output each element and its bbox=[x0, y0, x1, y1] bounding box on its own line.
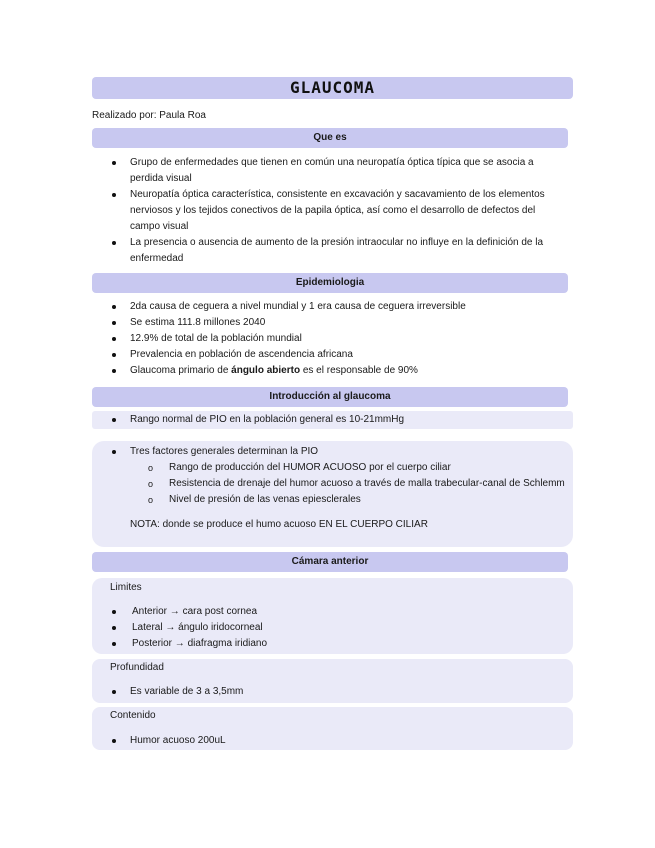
list-item: 2da causa de ceguera a nivel mundial y 1 era causa de ceguera irreversible bbox=[92, 299, 568, 315]
document-title: GLAUCOMA bbox=[92, 77, 573, 99]
section-heading-que-es: Que es bbox=[92, 128, 568, 148]
limites-box bbox=[92, 578, 573, 654]
section-heading-introduccion: Introducción al glaucoma bbox=[92, 387, 568, 407]
contenido-title: Contenido bbox=[110, 710, 156, 721]
profundidad-title: Profundidad bbox=[110, 662, 164, 673]
list-item: Neuropatía óptica característica, consistente en excavación y sacavamiento de los elementos nerviosos y los tejidos conectivos de la papila óptica, así como el desarrollo de defectos del campo visual bbox=[92, 187, 568, 235]
epidemiologia-list bbox=[92, 299, 568, 379]
list-item: Rango normal de PIO en la población general es 10-21mmHg bbox=[92, 412, 573, 428]
list-item-text: es el responsable de 90% bbox=[300, 365, 418, 376]
list-item: Tres factores generales determinan la PIO bbox=[92, 444, 573, 460]
list-item: Posterior → diafragma iridiano bbox=[92, 636, 573, 652]
list-item: Es variable de 3 a 3,5mm bbox=[92, 684, 573, 700]
pio-factors-sublist bbox=[92, 460, 573, 508]
list-item: 12.9% de total de la población mundial bbox=[92, 331, 568, 347]
sub-list-item: o Nivel de presión de las venas epiesclerales bbox=[92, 492, 573, 508]
list-item: Lateral → ángulo iridocorneal bbox=[92, 620, 573, 636]
sub-list-item: o Rango de producción del HUMOR ACUOSO por el cuerpo ciliar bbox=[92, 460, 573, 476]
profundidad-box bbox=[92, 659, 573, 703]
section-heading-epidemiologia: Epidemiologia bbox=[92, 273, 568, 293]
note-text: NOTA: donde se produce el humo acuoso EN EL CUERPO CILIAR bbox=[130, 519, 428, 530]
list-item: Se estima 111.8 millones 2040 bbox=[92, 315, 568, 331]
list-item: La presencia o ausencia de aumento de la presión intraocular no influye en la definición de la enfermedad bbox=[92, 235, 568, 267]
pio-range-box bbox=[92, 411, 573, 429]
list-item: Prevalencia en población de ascendencia africana bbox=[92, 347, 568, 363]
section-heading-camara-anterior: Cámara anterior bbox=[92, 552, 568, 572]
author-line: Realizado por: Paula Roa bbox=[92, 110, 206, 121]
limites-title: Limites bbox=[110, 582, 142, 593]
contenido-box bbox=[92, 707, 573, 750]
list-item: Grupo de enfermedades que tienen en común una neuropatía óptica típica que se asocia a perdida visual bbox=[92, 155, 568, 187]
list-item bbox=[92, 363, 568, 379]
pio-factors-box bbox=[92, 441, 573, 547]
list-item: Humor acuoso 200uL bbox=[92, 733, 573, 749]
list-item-text: Glaucoma primario de bbox=[130, 365, 232, 376]
que-es-list bbox=[92, 155, 568, 267]
emphasis-text: ángulo abierto bbox=[231, 365, 301, 376]
list-item: Anterior → cara post cornea bbox=[92, 604, 573, 620]
sub-list-item: o Resistencia de drenaje del humor acuoso a través de malla trabecular-canal de Schlemm bbox=[92, 476, 573, 492]
